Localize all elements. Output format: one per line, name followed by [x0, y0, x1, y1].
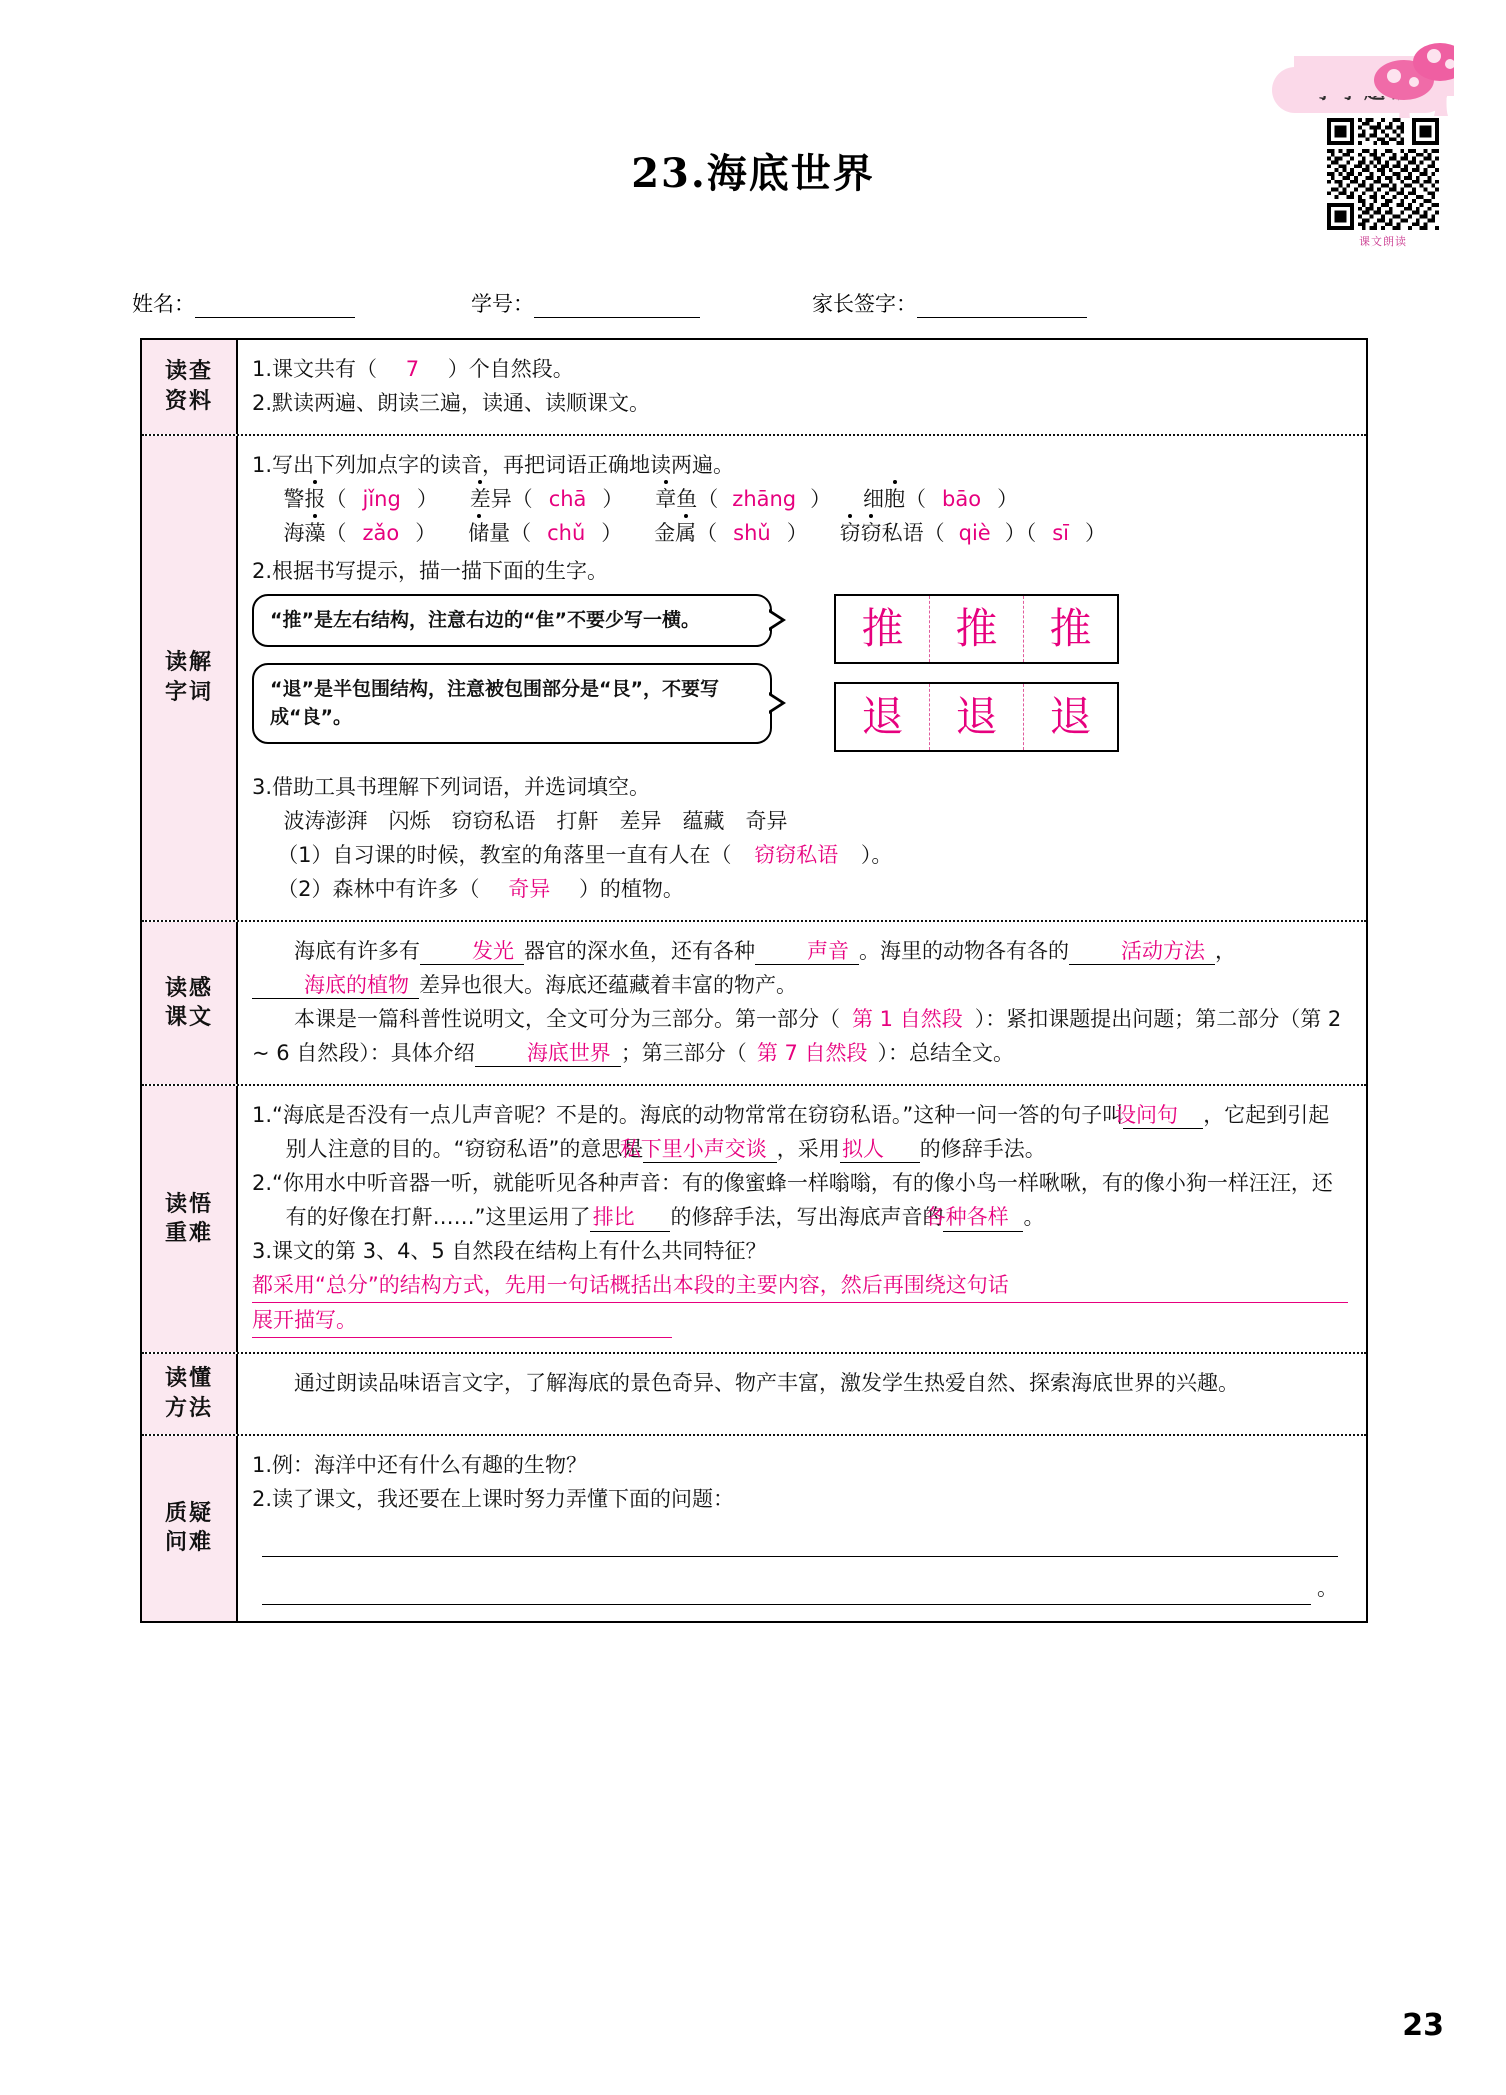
writing-hint-bubble-tui2: “退”是半包围结构，注意被包围部分是“艮”，不要写成“良”。 [252, 663, 772, 744]
page-number: 23 [1402, 2008, 1444, 2043]
pinyin-item: 警报（ jǐng ） [283, 487, 438, 512]
feel-p1-b: 器官的深水鱼，还有各种 [524, 939, 755, 964]
table-row [142, 436, 1366, 922]
worksheet-table [140, 338, 1368, 1623]
category-check [142, 340, 238, 434]
pinyin-answer: zǎo [362, 521, 400, 546]
feel-p1-d: ， [1215, 939, 1236, 964]
fill1-answer: 窃窃私语 [754, 843, 839, 868]
writing-hint-bubbles [252, 594, 812, 760]
parent-signature-blank[interactable] [917, 316, 1087, 318]
insight-answer-6-line2 [252, 1303, 1348, 1338]
pinyin-answer: zhāng [732, 487, 797, 512]
pinyin-item: 差异（ chā ） [469, 487, 624, 512]
question-item-2: 2.读了课文，我还要在上课时努力弄懂下面的问题： [252, 1486, 735, 1511]
table-row [142, 922, 1366, 1086]
feel-paragraph-2 [252, 1002, 1348, 1070]
character-cell[interactable]: 退 [836, 684, 930, 750]
category-words [142, 436, 238, 920]
category-label-line1: 读感 [164, 975, 213, 1001]
insight-answer-1: 设问句 [1123, 1102, 1203, 1129]
category-label-line2: 字词 [164, 680, 213, 706]
question-body [238, 1436, 1366, 1621]
pinyin-answer: sī [1052, 521, 1069, 546]
insight-q1-d: 的修辞手法。 [919, 1137, 1046, 1162]
insight-answer-3: 拟人 [840, 1136, 920, 1163]
pinyin-item-qie-si: 窃窃私语（ qiè ）（ sī ） [839, 521, 1106, 546]
answer-blank-line-2[interactable] [262, 1603, 1311, 1605]
category-question [142, 1436, 238, 1621]
fill2-pre: （2）森林中有许多（ [277, 877, 480, 902]
insight-answer-2: 私下里小声交谈 [643, 1136, 776, 1163]
check-item1-pre: 1.课文共有（ [252, 357, 378, 381]
pinyin-answer: qiè [958, 521, 991, 546]
page-title: 23.海底世界 [631, 150, 875, 197]
pinyin-row-2 [252, 516, 1348, 550]
method-body [238, 1354, 1366, 1433]
insight-q1-a: 1.“海底是否没有一点儿声音呢？不是的。海底的动物常常在窃窃私语。”这种一问一答的句子叫 [252, 1103, 1124, 1128]
feel-p2-b: ）：紧扣课题提出问题；第二部分（第 2 ~ 6 自然段）：具体介绍 [252, 1007, 1342, 1066]
character-cell[interactable]: 退 [1049, 692, 1092, 742]
fill2-post: ）的植物。 [578, 877, 684, 902]
words-q1-title: 1.写出下列加点字的读音，再把词语正确地读两遍。 [252, 453, 735, 478]
pinyin-item: 细胞（ bāo ） [863, 487, 1019, 512]
feel-answer-6: 海底世界 [475, 1040, 621, 1067]
pinyin-answer: chǔ [547, 521, 586, 546]
check-item1-post: ）个自然段。 [447, 357, 574, 381]
check-item-1 [252, 352, 1348, 386]
category-insight [142, 1086, 238, 1352]
category-feel [142, 922, 238, 1084]
writing-hint-bubble-tui: “推”是左右结构，注意右边的“隹”不要少写一横。 [252, 594, 772, 647]
feel-p2-a: 本课是一篇科普性说明文，全文可分为三部分。第一部分（ [294, 1007, 840, 1032]
method-text: 通过朗读品味语言文字，了解海底的景色奇异、物产丰富，激发学生热爱自然、探索海底世界的兴趣。 [294, 1371, 1239, 1396]
insight-q1-c: ，采用 [776, 1137, 840, 1162]
end-punctuation: 。 [1317, 1575, 1338, 1600]
category-label-line2: 方法 [164, 1396, 213, 1422]
category-label-line2: 重难 [164, 1221, 213, 1247]
feel-p1-c: 。海里的动物各有各的 [859, 939, 1069, 964]
category-method [142, 1354, 238, 1433]
fill-in-2 [252, 872, 1348, 906]
pinyin-answer: bāo [942, 487, 982, 512]
check-item-2: 2.默读两遍、朗读三遍，读通、读顺课文。 [252, 391, 651, 416]
qr-caption: 课文朗读 [1359, 235, 1407, 248]
insight-q2-b: 的修辞手法，写出海底声音的 [670, 1205, 944, 1230]
character-cell[interactable]: 推 [836, 596, 930, 662]
feel-answer-2: 声音 [755, 938, 859, 965]
student-id-blank[interactable] [534, 316, 700, 318]
category-label-line1: 读查 [164, 359, 213, 385]
paragraph-count-answer: 7 [405, 357, 420, 381]
fill2-answer: 奇异 [508, 877, 551, 902]
pinyin-item: 金属（ shǔ ） [654, 521, 808, 546]
feel-answer-3: 活动方法 [1069, 938, 1215, 965]
words-q2-title: 2.根据书写提示，描一描下面的生字。 [252, 559, 609, 584]
insight-answer-6-line1 [252, 1268, 1348, 1303]
table-row [142, 340, 1366, 436]
category-label-line2: 资料 [164, 389, 213, 415]
insight-answer-4: 排比 [590, 1204, 670, 1231]
parent-signature-label: 家长签字： [812, 292, 917, 316]
answer-blank-line-1[interactable] [262, 1530, 1338, 1557]
feel-answer-5: 第 1 自然段 [852, 1007, 963, 1032]
character-cell[interactable]: 推 [930, 596, 1024, 662]
character-cell[interactable]: 退 [930, 684, 1024, 750]
pinyin-row-1 [252, 482, 1348, 516]
category-label-line1: 读悟 [164, 1191, 213, 1217]
name-field[interactable] [132, 288, 355, 318]
insight-body [238, 1086, 1366, 1352]
pinyin-answer: shǔ [733, 521, 771, 546]
feel-p1-e: 差异也很大。海底还蕴藏着丰富的物产。 [419, 973, 797, 998]
insight-q2-c: 。 [1023, 1205, 1045, 1230]
feel-answer-7: 第 7 自然段 [756, 1041, 868, 1066]
insight-item-3: 3.课文的第 3、4、5 自然段在结构上有什么共同特征？ [252, 1239, 767, 1264]
fill1-pre: （1）自习课的时候，教室的角落里一直有人在（ [277, 843, 732, 868]
feel-paragraph-1 [252, 934, 1348, 1002]
mushroom-decoration-icon [1294, 38, 1454, 124]
category-label-line1: 读解 [164, 650, 213, 676]
feel-p2-d: ）：总结全文。 [877, 1041, 1015, 1066]
words-body [238, 436, 1366, 920]
question-item-1: 1.例：海洋中还有什么有趣的生物？ [252, 1452, 588, 1477]
character-cell[interactable]: 推 [1049, 604, 1092, 654]
feel-answer-4: 海底的植物 [252, 972, 419, 999]
insight-q2-a: 2.“你用水中听音器一听，就能听见各种声音：有的像蜜蜂一样嗡嗡，有的像小鸟一样啾啾，有的像小狗一样汪汪，还有的好像在打鼾……”这里运用了 [252, 1171, 1333, 1230]
name-blank[interactable] [195, 316, 355, 318]
category-label-line2: 问难 [164, 1530, 213, 1556]
pinyin-item: 章鱼（ zhāng ） [655, 487, 832, 512]
category-label-line2: 课文 [164, 1005, 213, 1031]
fill-in-1 [252, 838, 1348, 872]
character-grids [834, 594, 1119, 770]
fill1-post: ）。 [860, 843, 893, 868]
pinyin-answer: chā [548, 487, 587, 512]
check-body [238, 340, 1366, 434]
insight-q1-b: ，它起到引起别人注意的目的。“窃窃私语”的意思是 [285, 1103, 1330, 1162]
feel-p2-c: ；第三部分（ [620, 1041, 747, 1066]
category-label-line1: 读懂 [164, 1366, 213, 1392]
category-label-line1: 质疑 [164, 1500, 213, 1526]
table-row [142, 1354, 1366, 1435]
student-id-field[interactable] [471, 288, 700, 318]
insight-long-answer-line2: 展开描写。 [252, 1303, 672, 1338]
feel-body [238, 922, 1366, 1084]
character-grid-row-tui[interactable] [834, 594, 1119, 664]
insight-item-2 [252, 1166, 1348, 1234]
feel-p1-a: 海底有许多有 [294, 939, 420, 964]
insight-long-answer-line1: 都采用“总分”的结构方式，先用一句话概括出本段的主要内容，然后再围绕这句话 [252, 1268, 1348, 1303]
parent-signature-field[interactable] [812, 288, 1087, 318]
answer-blank-row-2[interactable] [262, 1571, 1338, 1605]
table-row [142, 1436, 1366, 1621]
insight-answer-5: 各种各样 [943, 1204, 1023, 1231]
pinyin-item: 储量（ chǔ ） [468, 521, 623, 546]
student-id-label: 学号： [471, 292, 534, 316]
pinyin-answer: jǐng [362, 487, 401, 512]
insight-item-1 [252, 1098, 1348, 1166]
brand-header [1272, 62, 1448, 118]
writing-practice-area [252, 594, 1348, 770]
pinyin-item: 海藻（ zǎo ） [283, 521, 437, 546]
words-q3-title: 3.借助工具书理解下列词语，并选词填空。 [252, 775, 651, 800]
character-grid-row-tui2[interactable] [834, 682, 1119, 752]
table-row [142, 1086, 1366, 1354]
feel-answer-1: 发光 [420, 938, 524, 965]
name-label: 姓名： [132, 292, 195, 316]
student-info-row [132, 288, 1252, 318]
word-bank: 波涛澎湃 闪烁 窃窃私语 打鼾 差异 蕴藏 奇异 [283, 809, 788, 834]
